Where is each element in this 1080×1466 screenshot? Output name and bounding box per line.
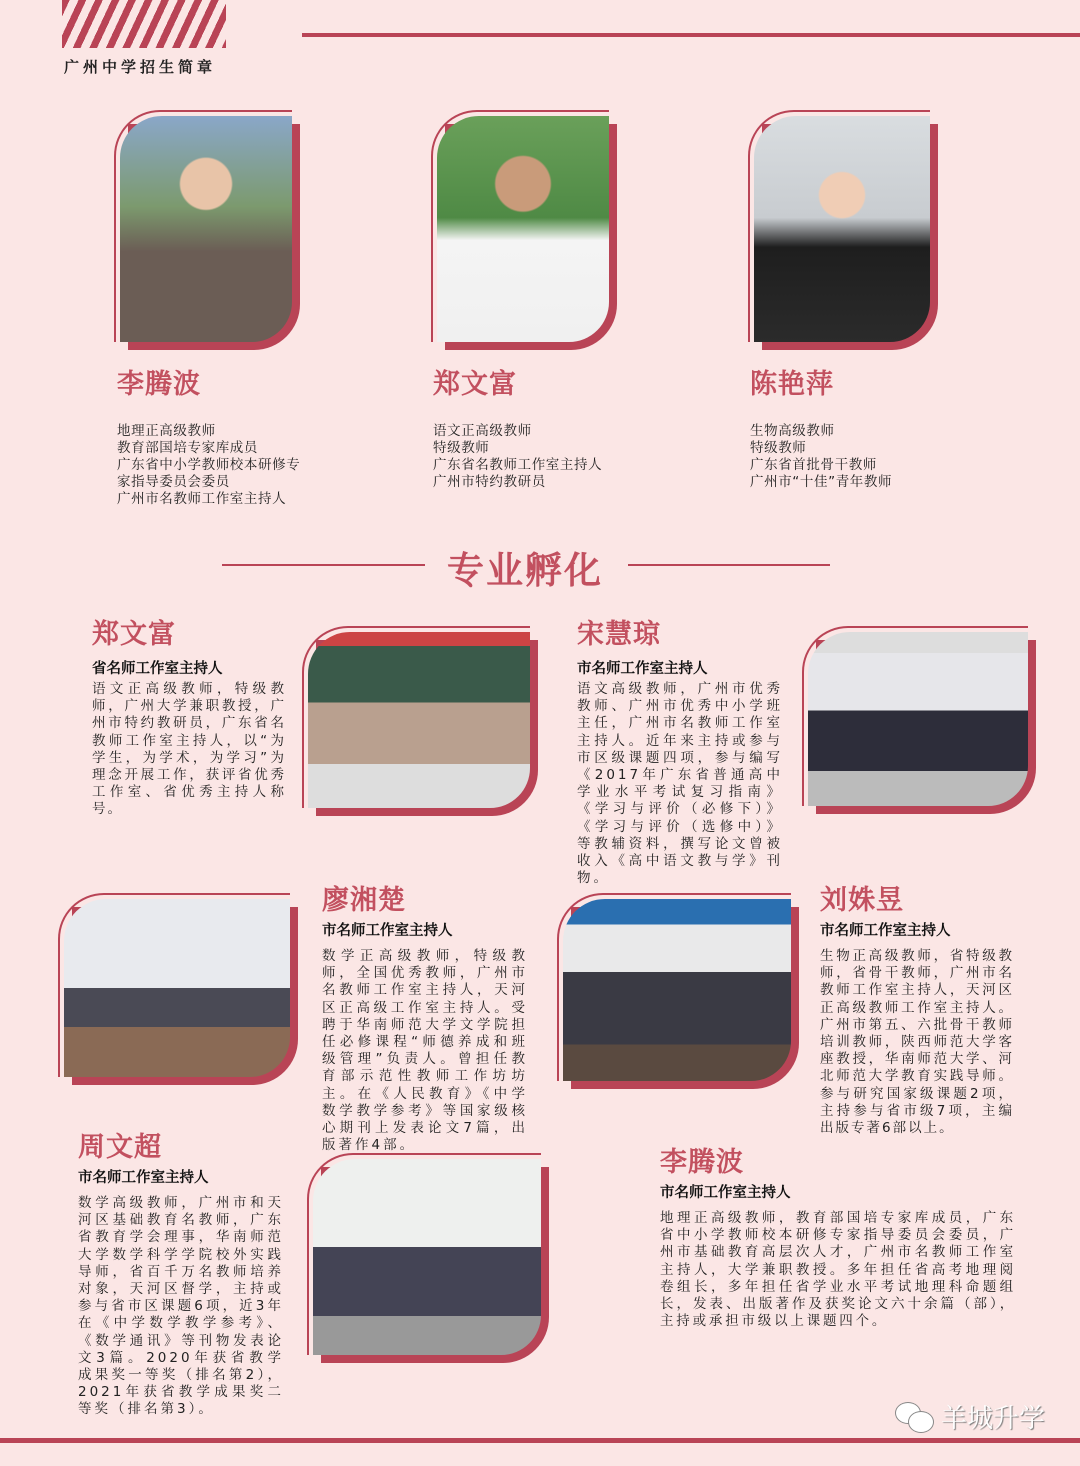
group-photo-frame	[307, 1153, 549, 1363]
portrait-photo	[120, 116, 292, 342]
host-description: 数学正高级教师，特级教师，全国优秀教师，广州市名教师工作室主持人，天河区正高级工作室主持人。受聘于华南师范大学文学院担任必修课程“师德养成和班级管理”负责人。曾担任教育部示范性教师工作坊坊主。在《人民教育》《中学数学教学参考》等国家级核心期刊上发表论文7篇，出版著作4部。	[322, 948, 528, 1154]
portrait-frame	[431, 110, 617, 350]
credential-line: 广州市“十佳”青年教师	[750, 474, 893, 490]
credential-line: 特级教师	[433, 440, 490, 456]
group-photo-frame	[302, 626, 538, 816]
host-name: 廖湘楚	[322, 885, 406, 916]
studio-host-entry	[92, 612, 286, 819]
group-photo-frame	[58, 893, 298, 1085]
credential-line: 广东省首批骨干教师	[750, 457, 877, 473]
footer-divider	[0, 1438, 1080, 1443]
credential-line: 特级教师	[750, 440, 807, 456]
group-photo-frame	[802, 626, 1036, 814]
watermark	[895, 1398, 1045, 1435]
studio-host-entry	[322, 878, 528, 1154]
portrait-frame	[114, 110, 300, 350]
header-stripes	[62, 0, 226, 48]
studio-host-entry	[820, 878, 1014, 1137]
featured-teacher	[117, 362, 300, 508]
teacher-credentials	[750, 423, 892, 491]
host-name: 周文超	[78, 1132, 162, 1163]
host-role: 市名师工作室主持人	[820, 923, 951, 939]
watermark-text: 羊城升学	[941, 1404, 1046, 1434]
teacher-name: 陈艳萍	[750, 369, 834, 400]
teacher-name: 郑文富	[433, 369, 517, 400]
host-description: 语文正高级教师，特级教师，广州大学兼职教授，广州市特约教研员，广东省名教师工作室主持人，以“为学生，为学术，为学习”为理念开展工作，获评省优秀工作室、省优秀主持人称号。	[92, 681, 286, 818]
host-description: 数学高级教师，广州市和天河区基础教育名教师，广东省教育学会理事，华南师范大学数学科学学院校外实践导师，省百千万名教师培养对象，天河区督学，主持或参与省市区课题6项，近3年在《中学数学教学参考》、《数学通讯》等刊物发表论文3篇。2020年获省教学成果奖一等奖（排名第2），2021年获省教学成果奖二等奖（排名第3）。	[78, 1195, 284, 1418]
host-role: 市名师工作室主持人	[577, 661, 708, 677]
featured-teacher	[750, 362, 892, 491]
portrait-frame	[748, 110, 938, 350]
group-photo-frame	[557, 893, 799, 1089]
portrait-photo	[754, 116, 930, 342]
teacher-credentials	[117, 423, 300, 508]
host-name: 郑文富	[92, 619, 176, 650]
host-name: 刘姝昱	[820, 885, 904, 916]
credential-line: 广东省名教师工作室主持人	[433, 457, 603, 473]
host-description: 语文高级教师，广州市优秀教师、广州市优秀中小学班主任，广州市名教师工作室主持人。近年来主持或参与市区级课题四项，参与编写《2017年广东省普通高中学业水平考试复习指南》《学习与评价（必修下）》《学习与评价（选修中）》等教辅资料，撰写论文曾被收入《高中语文教与学》刊物。	[577, 681, 783, 887]
host-name: 李腾波	[660, 1147, 744, 1178]
host-role: 市名师工作室主持人	[78, 1170, 209, 1186]
credential-line: 广东省中小学教师校本研修专	[117, 457, 301, 473]
credential-line: 地理正高级教师	[117, 423, 216, 439]
group-photo	[308, 632, 530, 808]
credential-line: 语文正高级教师	[433, 423, 532, 439]
host-name: 宋慧琼	[577, 619, 661, 650]
teacher-name: 李腾波	[117, 369, 201, 400]
wechat-icon	[895, 1402, 933, 1432]
credential-line: 广州市特约教研员	[433, 474, 546, 490]
section-divider-right	[628, 564, 830, 566]
group-photo	[64, 899, 290, 1077]
host-role: 市名师工作室主持人	[322, 923, 453, 939]
section-title: 专业孵化	[447, 549, 603, 592]
teacher-credentials	[433, 423, 602, 491]
host-description: 生物正高级教师，省特级教师，省骨干教师，广州市名教师工作室主持人，天河区正高级教师工作室主持人。广州市第五、六批骨干教师培训教师，陕西师范大学客座教授，华南师范大学、河北师范大学教育实践导师。参与研究国家级课题2项，主持参与省市级7项，主编出版专著6部以上。	[820, 948, 1014, 1137]
studio-host-entry	[78, 1125, 284, 1419]
credential-line: 生物高级教师	[750, 423, 835, 439]
studio-host-entry	[660, 1140, 1016, 1330]
group-photo	[808, 632, 1028, 806]
featured-teacher	[433, 362, 602, 491]
host-description: 地理正高级教师，教育部国培专家库成员，广东省中小学教师校本研修专家指导委员会委员，广州市基础教育高层次人才，广州市名教师工作室主持人，大学兼职教授。多年担任省高考地理阅卷组长，多年担任省学业水平考试地理科命题组长，发表、出版著作及获奖论文六十余篇（部），主持或承担市级以上课题四个。	[660, 1210, 1016, 1330]
credential-line: 教育部国培专家库成员	[117, 440, 258, 456]
group-photo	[563, 899, 791, 1081]
host-role: 省名师工作室主持人	[92, 661, 223, 677]
portrait-photo	[437, 116, 609, 342]
header-divider	[302, 33, 1080, 37]
credential-line: 家指导委员会委员	[117, 474, 230, 490]
credential-line: 广州市名教师工作室主持人	[117, 491, 287, 507]
brand-title: 广州中学招生简章	[64, 58, 217, 76]
studio-host-entry	[577, 612, 783, 887]
group-photo	[313, 1159, 541, 1355]
host-role: 市名师工作室主持人	[660, 1185, 791, 1201]
